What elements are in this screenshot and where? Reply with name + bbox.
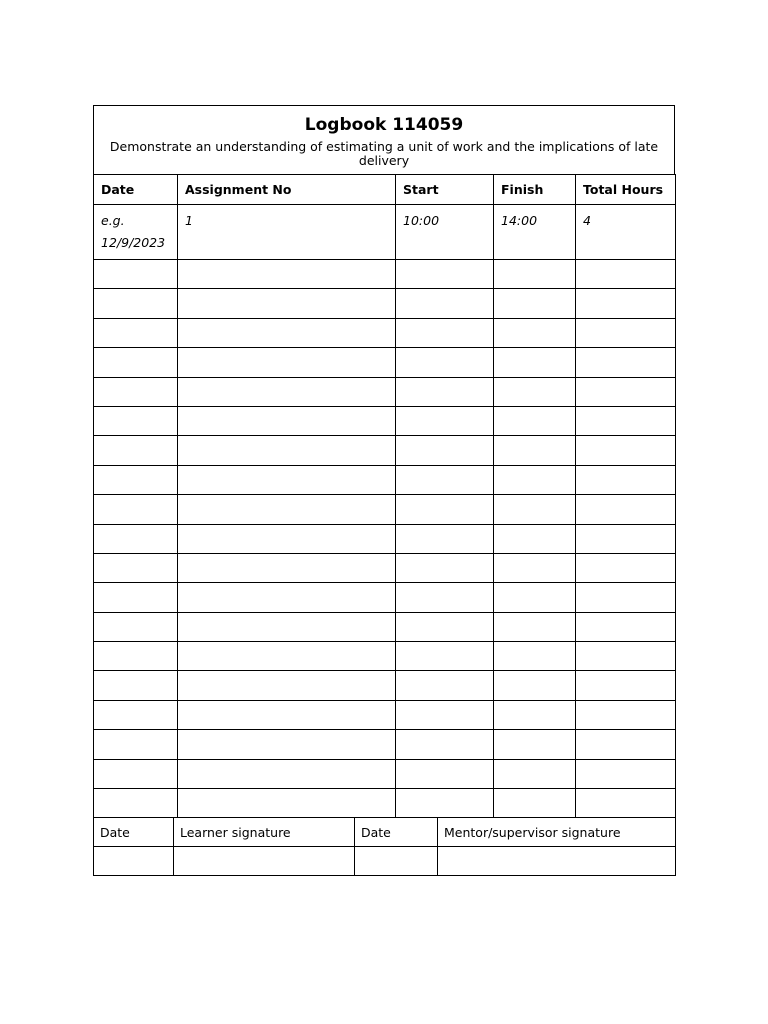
column-header-date: Date bbox=[94, 175, 178, 205]
assignment-no-cell[interactable] bbox=[178, 612, 396, 641]
example-row bbox=[94, 205, 676, 260]
date-cell[interactable] bbox=[94, 406, 178, 435]
table-row bbox=[94, 348, 676, 377]
example-start-cell: 10:00 bbox=[396, 205, 494, 260]
total-hours-cell[interactable] bbox=[576, 789, 676, 818]
start-cell[interactable] bbox=[396, 671, 494, 700]
finish-cell[interactable] bbox=[494, 318, 576, 347]
example-date-prefix: e.g. bbox=[101, 213, 125, 228]
finish-cell[interactable] bbox=[494, 260, 576, 289]
table-row bbox=[94, 260, 676, 289]
table-row bbox=[94, 730, 676, 759]
total-hours-cell[interactable] bbox=[576, 436, 676, 465]
start-cell[interactable] bbox=[396, 377, 494, 406]
date-cell[interactable] bbox=[94, 289, 178, 318]
table-row bbox=[94, 524, 676, 553]
total-hours-cell[interactable] bbox=[576, 406, 676, 435]
date-cell[interactable] bbox=[94, 789, 178, 818]
table-row bbox=[94, 406, 676, 435]
signature-header-mentor-date: Date bbox=[355, 818, 438, 847]
start-cell[interactable] bbox=[396, 289, 494, 318]
example-finish-cell: 14:00 bbox=[494, 205, 576, 260]
table-row bbox=[94, 553, 676, 582]
start-cell[interactable] bbox=[396, 789, 494, 818]
total-hours-cell[interactable] bbox=[576, 759, 676, 788]
column-header-start: Start bbox=[396, 175, 494, 205]
date-cell[interactable] bbox=[94, 377, 178, 406]
finish-cell[interactable] bbox=[494, 377, 576, 406]
finish-cell[interactable] bbox=[494, 642, 576, 671]
signature-header-mentor-signature: Mentor/supervisor signature bbox=[438, 818, 676, 847]
finish-cell[interactable] bbox=[494, 348, 576, 377]
log-table bbox=[93, 174, 676, 818]
date-cell[interactable] bbox=[94, 671, 178, 700]
start-cell[interactable] bbox=[396, 406, 494, 435]
table-row bbox=[94, 789, 676, 818]
assignment-no-cell[interactable] bbox=[178, 465, 396, 494]
total-hours-cell[interactable] bbox=[576, 318, 676, 347]
total-hours-cell[interactable] bbox=[576, 289, 676, 318]
start-cell[interactable] bbox=[396, 318, 494, 347]
date-cell[interactable] bbox=[94, 730, 178, 759]
assignment-no-cell[interactable] bbox=[178, 730, 396, 759]
signature-header-row bbox=[94, 818, 676, 847]
example-date: 12/9/2023 bbox=[101, 235, 166, 250]
start-cell[interactable] bbox=[396, 495, 494, 524]
logbook-page bbox=[93, 105, 675, 876]
date-cell[interactable] bbox=[94, 700, 178, 729]
total-hours-cell[interactable] bbox=[576, 730, 676, 759]
finish-cell[interactable] bbox=[494, 436, 576, 465]
total-hours-cell[interactable] bbox=[576, 583, 676, 612]
date-cell[interactable] bbox=[94, 583, 178, 612]
table-row bbox=[94, 289, 676, 318]
finish-cell[interactable] bbox=[494, 495, 576, 524]
table-row bbox=[94, 671, 676, 700]
signature-header-learner-date: Date bbox=[94, 818, 174, 847]
assignment-no-cell[interactable] bbox=[178, 553, 396, 582]
assignment-no-cell[interactable] bbox=[178, 524, 396, 553]
date-cell[interactable] bbox=[94, 642, 178, 671]
start-cell[interactable] bbox=[396, 465, 494, 494]
finish-cell[interactable] bbox=[494, 671, 576, 700]
example-date-cell bbox=[94, 205, 178, 260]
assignment-no-cell[interactable] bbox=[178, 348, 396, 377]
page-title: Logbook 114059 bbox=[304, 115, 464, 135]
table-row bbox=[94, 436, 676, 465]
example-total-cell: 4 bbox=[576, 205, 676, 260]
table-row bbox=[94, 583, 676, 612]
finish-cell[interactable] bbox=[494, 553, 576, 582]
table-row bbox=[94, 642, 676, 671]
table-row bbox=[94, 612, 676, 641]
date-cell[interactable] bbox=[94, 465, 178, 494]
start-cell[interactable] bbox=[396, 348, 494, 377]
total-hours-cell[interactable] bbox=[576, 642, 676, 671]
total-hours-cell[interactable] bbox=[576, 260, 676, 289]
date-cell[interactable] bbox=[94, 260, 178, 289]
assignment-no-cell[interactable] bbox=[178, 377, 396, 406]
table-row bbox=[94, 465, 676, 494]
total-hours-cell[interactable] bbox=[576, 348, 676, 377]
assignment-no-cell[interactable] bbox=[178, 642, 396, 671]
start-cell[interactable] bbox=[396, 553, 494, 582]
total-hours-cell[interactable] bbox=[576, 465, 676, 494]
table-row bbox=[94, 377, 676, 406]
assignment-no-cell[interactable] bbox=[178, 289, 396, 318]
start-cell[interactable] bbox=[396, 260, 494, 289]
column-header-total-hours: Total Hours bbox=[576, 175, 676, 205]
start-cell[interactable] bbox=[396, 583, 494, 612]
finish-cell[interactable] bbox=[494, 789, 576, 818]
table-row bbox=[94, 495, 676, 524]
finish-cell[interactable] bbox=[494, 583, 576, 612]
total-hours-cell[interactable] bbox=[576, 553, 676, 582]
signature-header-learner-signature: Learner signature bbox=[174, 818, 355, 847]
assignment-no-cell[interactable] bbox=[178, 318, 396, 347]
assignment-no-cell[interactable] bbox=[178, 583, 396, 612]
date-cell[interactable] bbox=[94, 318, 178, 347]
finish-cell[interactable] bbox=[494, 612, 576, 641]
start-cell[interactable] bbox=[396, 730, 494, 759]
date-cell[interactable] bbox=[94, 348, 178, 377]
column-header-assignment-no: Assignment No bbox=[178, 175, 396, 205]
assignment-no-cell[interactable] bbox=[178, 789, 396, 818]
start-cell[interactable] bbox=[396, 642, 494, 671]
start-cell[interactable] bbox=[396, 436, 494, 465]
table-row bbox=[94, 318, 676, 347]
log-table-header-row bbox=[94, 175, 676, 205]
signature-entry-row bbox=[94, 847, 676, 876]
total-hours-cell[interactable] bbox=[576, 671, 676, 700]
assignment-no-cell[interactable] bbox=[178, 406, 396, 435]
table-row bbox=[94, 759, 676, 788]
finish-cell[interactable] bbox=[494, 406, 576, 435]
assignment-no-cell[interactable] bbox=[178, 495, 396, 524]
date-cell[interactable] bbox=[94, 612, 178, 641]
total-hours-cell[interactable] bbox=[576, 700, 676, 729]
start-cell[interactable] bbox=[396, 759, 494, 788]
assignment-no-cell[interactable] bbox=[178, 260, 396, 289]
column-header-finish: Finish bbox=[494, 175, 576, 205]
finish-cell[interactable] bbox=[494, 465, 576, 494]
date-cell[interactable] bbox=[94, 436, 178, 465]
date-cell[interactable] bbox=[94, 495, 178, 524]
total-hours-cell[interactable] bbox=[576, 524, 676, 553]
assignment-no-cell[interactable] bbox=[178, 436, 396, 465]
mentor-date-field[interactable] bbox=[355, 847, 438, 876]
logbook-header bbox=[93, 105, 675, 175]
finish-cell[interactable] bbox=[494, 524, 576, 553]
start-cell[interactable] bbox=[396, 612, 494, 641]
date-cell[interactable] bbox=[94, 524, 178, 553]
learner-date-field[interactable] bbox=[94, 847, 174, 876]
mentor-signature-field[interactable] bbox=[438, 847, 676, 876]
assignment-no-cell[interactable] bbox=[178, 759, 396, 788]
total-hours-cell[interactable] bbox=[576, 377, 676, 406]
page-subtitle: Demonstrate an understanding of estimating a unit of work and the implications of late delivery bbox=[109, 139, 659, 168]
total-hours-cell[interactable] bbox=[576, 612, 676, 641]
table-row bbox=[94, 700, 676, 729]
learner-signature-field[interactable] bbox=[174, 847, 355, 876]
assignment-no-cell[interactable] bbox=[178, 671, 396, 700]
finish-cell[interactable] bbox=[494, 730, 576, 759]
date-cell[interactable] bbox=[94, 759, 178, 788]
finish-cell[interactable] bbox=[494, 700, 576, 729]
finish-cell[interactable] bbox=[494, 289, 576, 318]
finish-cell[interactable] bbox=[494, 759, 576, 788]
example-assignment-cell: 1 bbox=[178, 205, 396, 260]
signature-table bbox=[93, 817, 676, 876]
start-cell[interactable] bbox=[396, 524, 494, 553]
date-cell[interactable] bbox=[94, 553, 178, 582]
assignment-no-cell[interactable] bbox=[178, 700, 396, 729]
total-hours-cell[interactable] bbox=[576, 495, 676, 524]
start-cell[interactable] bbox=[396, 700, 494, 729]
